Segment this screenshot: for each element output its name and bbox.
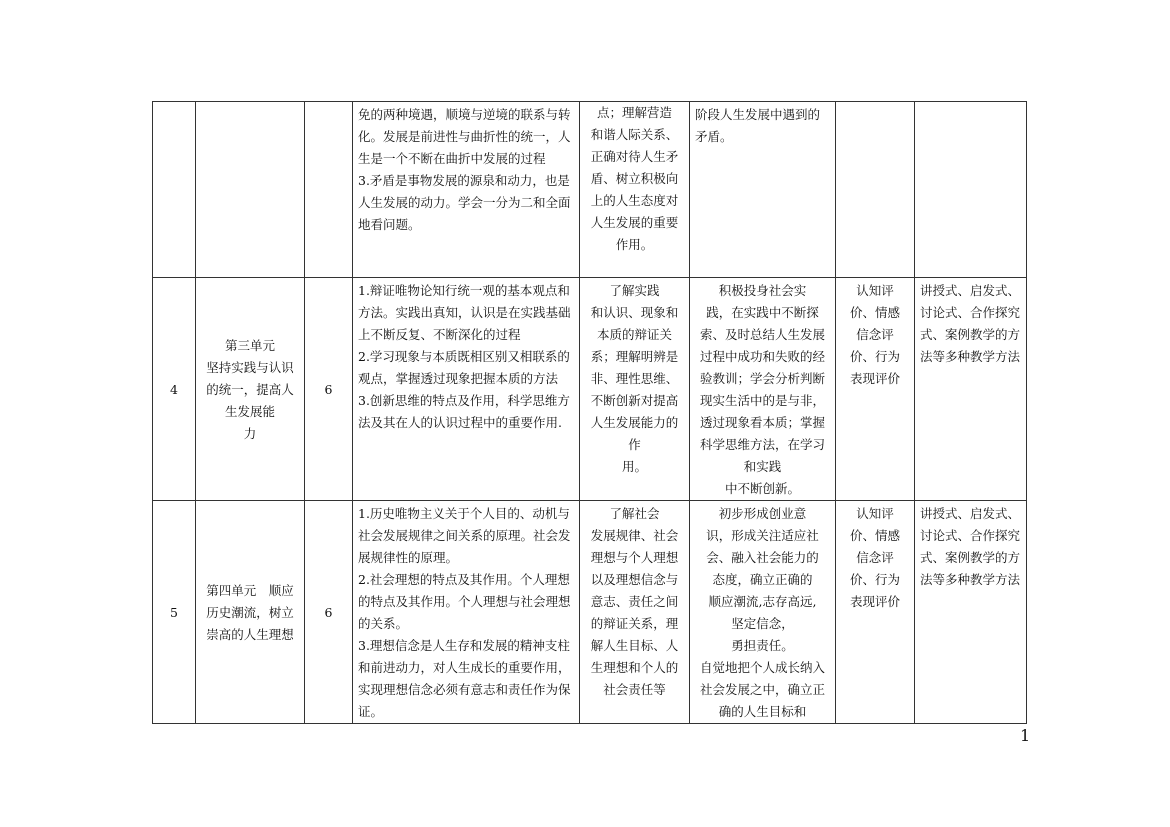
cell-hours: 6: [305, 501, 353, 724]
table-row: [153, 278, 1027, 501]
cell-ability: 了解社会 发展规律、社会理想与个人理想以及理想信念与意志、责任之间的辩证关系，理解人生目标、人生理想和个人的社会责任等: [580, 501, 690, 724]
cell-content: 免的两种境遇，顺境与逆境的联系与转化。发展是前进性与曲折性的统一，人生是一个不断在曲折中发展的过程 3.矛盾是事物发展的源泉和动力，也是人生发展的动力。学会一分为二和全面地看问题。: [353, 102, 580, 278]
table-row: [153, 102, 1027, 278]
cell-hours: [305, 102, 353, 278]
cell-evaluation: [836, 102, 915, 278]
cell-ability: 了解实践 和认识、现象和本质的辩证关系；理解明辨是非、理性思维、不断创新对提高人生发展能力的作 用。: [580, 278, 690, 501]
cell-method: 讲授式、启发式、讨论式、合作探究式、案例教学的方法等多种教学方法: [915, 278, 1027, 501]
cell-method: [915, 102, 1027, 278]
cell-content: 1.辩证唯物论知行统一观的基本观点和方法。实践出真知，认识是在实践基础上不断反复、不断深化的过程 2.学习现象与本质既相区别又相联系的观点，掌握透过现象把握本质的方法 3.创新思维的特点及作用，科学思维方法及其在人的认识过程中的重要作用.: [353, 278, 580, 501]
cell-unit: 第三单元 坚持实践与认识的统一，提高人生发展能 力: [196, 278, 305, 501]
cell-evaluation: 认知评 价、情感 信念评 价、行为 表现评价: [836, 278, 915, 501]
cell-index: [153, 102, 196, 278]
cell-evaluation: 认知评 价、情感 信念评 价、行为 表现评价: [836, 501, 915, 724]
cell-hours: 6: [305, 278, 353, 501]
cell-unit: 第四单元 顺应历史潮流，树立崇高的人生理想: [196, 501, 305, 724]
table-row: [153, 501, 1027, 724]
cell-emotion: 阶段人生发展中遇到的矛盾。: [690, 102, 836, 278]
cell-emotion: 积极投身社会实 践，在实践中不断探索、及时总结人生发展过程中成功和失败的经验教训；学会分析判断现实生活中的是与非，透过现象看本质；掌握科学思维方法，在学习和实践 中不断创新。: [690, 278, 836, 501]
cell-index: 5: [153, 501, 196, 724]
cell-emotion: 初步形成创业意 识，形成关注适应社会、融入社会能力的 态度，确立正确的 顺应潮流,志存高远, 坚定信念， 勇担责任。 自觉地把个人成长纳入社会发展之中，确立正确的人生目标和: [690, 501, 836, 724]
cell-method: 讲授式、启发式、讨论式、合作探究式、案例教学的方法等多种教学方法: [915, 501, 1027, 724]
page-number: 1: [1020, 726, 1031, 745]
cell-content: 1.历史唯物主义关于个人目的、动机与社会发展规律之间关系的原理。社会发展规律性的原理。 2.社会理想的特点及其作用。个人理想的特点及其作用。个人理想与社会理想的关系。 3.理想信念是人生存和发展的精神支柱和前进动力，对人生成长的重要作用，实现理想信念必须有意志和责任作为保证。: [353, 501, 580, 724]
cell-unit: [196, 102, 305, 278]
cell-index: 4: [153, 278, 196, 501]
curriculum-table: [152, 101, 1027, 724]
cell-ability: 点；理解营造 和谐人际关系、正确对待人生矛盾、树立积极向上的人生态度对人生发展的重要 作用。: [580, 102, 690, 278]
